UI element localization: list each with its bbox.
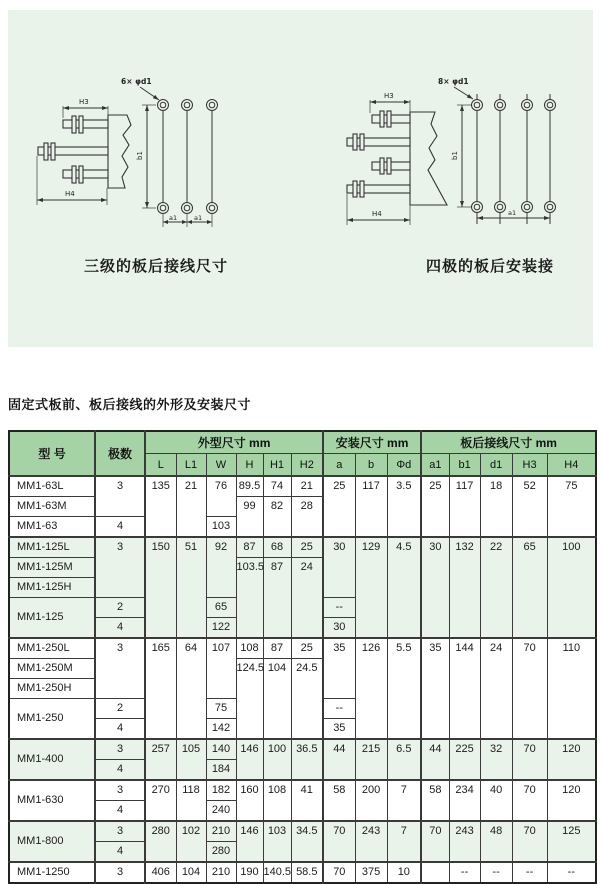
model-cell: MM1-1250 — [9, 862, 95, 883]
value-cell: 58 — [421, 780, 449, 821]
value-cell: 100 — [263, 739, 291, 780]
value-cell: 70 — [512, 821, 547, 862]
value-cell: 99 — [236, 497, 263, 538]
model-cell: MM1-630 — [9, 780, 95, 821]
value-cell: 126 — [355, 638, 387, 739]
value-cell: 30 — [421, 537, 449, 638]
value-cell: 243 — [355, 821, 387, 862]
value-cell: 184 — [206, 760, 236, 781]
value-cell: 215 — [355, 739, 387, 780]
value-cell: 120 — [547, 780, 596, 821]
value-cell: -- — [323, 699, 355, 719]
value-cell: 18 — [480, 476, 512, 537]
value-cell: 117 — [355, 476, 387, 537]
value-cell: 2 — [95, 699, 145, 719]
value-cell: 146 — [236, 821, 263, 862]
value-cell: 75 — [547, 476, 596, 537]
value-cell: 92 — [206, 537, 236, 598]
value-cell: 117 — [449, 476, 480, 537]
table-row — [9, 862, 596, 883]
model-cell: MM1-125L — [9, 537, 95, 558]
value-cell: 25 — [421, 476, 449, 537]
group-header-mounting: 安装尺寸 mm — [323, 431, 421, 454]
hole-count-label: 8× φd1 — [438, 77, 469, 86]
value-cell: 104 — [263, 659, 291, 740]
mounting-plate — [108, 115, 131, 188]
value-cell: 102 — [176, 821, 206, 862]
value-cell: -- — [512, 862, 547, 883]
table-row — [9, 476, 596, 497]
value-cell: 34.5 — [291, 821, 323, 862]
hole-count-label: 6× φd1 — [121, 77, 152, 86]
value-cell: 105 — [176, 739, 206, 780]
value-cell: 200 — [355, 780, 387, 821]
four-pole-rear-mounting-diagram — [340, 72, 575, 237]
value-cell: 120 — [547, 739, 596, 780]
value-cell: 225 — [449, 739, 480, 780]
value-cell: 125 — [547, 821, 596, 862]
value-cell: 100 — [547, 537, 596, 638]
four-pole-caption: 四极的板后安装接 — [426, 258, 555, 275]
diagram-panel — [8, 10, 593, 347]
value-cell: 118 — [176, 780, 206, 821]
value-cell: 30 — [323, 537, 355, 598]
value-cell: 58 — [323, 780, 355, 821]
value-cell: 52 — [512, 476, 547, 537]
value-cell: 70 — [323, 821, 355, 862]
dim-a1-label: a1 — [508, 209, 517, 217]
value-cell: 74 — [263, 476, 291, 497]
value-cell: 32 — [480, 739, 512, 780]
value-cell: 4 — [95, 842, 145, 863]
col-header-W: W — [206, 454, 236, 477]
value-cell: 70 — [512, 638, 547, 739]
model-cell: MM1-125 — [9, 598, 95, 639]
value-cell: 406 — [145, 862, 176, 883]
col-header-L1: L1 — [176, 454, 206, 477]
value-cell: 280 — [145, 821, 176, 862]
value-cell: 150 — [145, 537, 176, 638]
col-header-H4: H4 — [547, 454, 596, 477]
value-cell: 3 — [95, 862, 145, 883]
value-cell: 35 — [323, 638, 355, 699]
value-cell: 21 — [176, 476, 206, 537]
value-cell: 44 — [323, 739, 355, 780]
value-cell: 4 — [95, 801, 145, 822]
model-cell: MM1-125H — [9, 578, 95, 598]
value-cell: 70 — [323, 862, 355, 883]
three-pole-rear-wiring-diagram — [35, 72, 240, 232]
value-cell: 35 — [421, 638, 449, 739]
value-cell: 243 — [449, 821, 480, 862]
value-cell: 36.5 — [291, 739, 323, 780]
value-cell — [421, 862, 449, 883]
three-pole-caption: 三级的板后接线尺寸 — [84, 258, 229, 275]
value-cell: 132 — [449, 537, 480, 638]
value-cell: 142 — [206, 719, 236, 740]
value-cell: 3 — [95, 821, 145, 842]
value-cell: 44 — [421, 739, 449, 780]
value-cell: 70 — [421, 821, 449, 862]
value-cell: 51 — [176, 537, 206, 638]
value-cell: 7 — [387, 821, 421, 862]
value-cell: 124.5 — [236, 659, 263, 740]
value-cell: 48 — [480, 821, 512, 862]
value-cell: 107 — [206, 638, 236, 699]
table-row — [9, 739, 596, 760]
value-cell: 210 — [206, 821, 236, 842]
value-cell: 257 — [145, 739, 176, 780]
value-cell: 65 — [512, 537, 547, 638]
model-cell: MM1-63L — [9, 476, 95, 497]
value-cell: 40 — [480, 780, 512, 821]
value-cell: 122 — [206, 618, 236, 639]
dim-h3-label: H3 — [79, 98, 89, 106]
value-cell: 3 — [95, 780, 145, 801]
value-cell: 5.5 — [387, 638, 421, 739]
group-header-outline: 外型尺寸 mm — [145, 431, 323, 454]
value-cell: 25 — [291, 537, 323, 558]
table-row — [9, 821, 596, 842]
col-header-b: b — [355, 454, 387, 477]
value-cell: 144 — [449, 638, 480, 739]
group-header-rear: 板后接线尺寸 mm — [421, 431, 596, 454]
value-cell: 3 — [95, 476, 145, 517]
value-cell: 280 — [206, 842, 236, 863]
value-cell: 110 — [547, 638, 596, 739]
value-cell: 4 — [95, 760, 145, 781]
table-row — [9, 780, 596, 801]
value-cell: 140 — [206, 739, 236, 760]
value-cell: 24 — [291, 558, 323, 639]
value-cell: 35 — [323, 719, 355, 740]
value-cell: 64 — [176, 638, 206, 739]
value-cell: 41 — [291, 780, 323, 821]
col-header-H1: H1 — [263, 454, 291, 477]
model-cell: MM1-250M — [9, 659, 95, 679]
value-cell: 3 — [95, 739, 145, 760]
model-cell: MM1-400 — [9, 739, 95, 780]
model-cell: MM1-125M — [9, 558, 95, 578]
value-cell: 210 — [206, 862, 236, 883]
value-cell: 4 — [95, 517, 145, 538]
table-row — [9, 537, 596, 558]
dim-h4-label: H4 — [372, 210, 382, 218]
value-cell: 70 — [512, 739, 547, 780]
col-header-H: H — [236, 454, 263, 477]
value-cell: 76 — [206, 476, 236, 517]
value-cell: 270 — [145, 780, 176, 821]
col-header-a: a — [323, 454, 355, 477]
value-cell: -- — [547, 862, 596, 883]
col-header-H2: H2 — [291, 454, 323, 477]
col-header-model: 型 号 — [9, 431, 95, 476]
col-header-poles: 极数 — [95, 431, 145, 476]
spec-table-body — [9, 476, 596, 883]
value-cell: 108 — [263, 780, 291, 821]
value-cell: 182 — [206, 780, 236, 801]
value-cell: 190 — [236, 862, 263, 883]
value-cell: 146 — [236, 739, 263, 780]
value-cell: 129 — [355, 537, 387, 638]
value-cell: 30 — [323, 618, 355, 639]
value-cell: -- — [480, 862, 512, 883]
mounting-plate — [410, 112, 447, 205]
value-cell: 140.5 — [263, 862, 291, 883]
value-cell: 75 — [206, 699, 236, 719]
section-title: 固定式板前、板后接线的外形及安装尺寸 — [8, 397, 252, 412]
value-cell: 70 — [512, 780, 547, 821]
value-cell: 108 — [236, 638, 263, 659]
value-cell: 4 — [95, 719, 145, 740]
value-cell: 24 — [480, 638, 512, 739]
value-cell: 87 — [263, 558, 291, 639]
model-cell: MM1-800 — [9, 821, 95, 862]
dim-b1-label: b1 — [451, 151, 459, 160]
dim-a1-right-label: a1 — [194, 214, 203, 222]
value-cell: 10 — [387, 862, 421, 883]
value-cell: 375 — [355, 862, 387, 883]
value-cell: 3 — [95, 638, 145, 699]
value-cell: 4.5 — [387, 537, 421, 638]
value-cell: 87 — [236, 537, 263, 558]
value-cell: 103 — [263, 821, 291, 862]
value-cell: 82 — [263, 497, 291, 538]
model-cell: MM1-250H — [9, 679, 95, 699]
col-header-a1: a1 — [421, 454, 449, 477]
value-cell: 104 — [176, 862, 206, 883]
value-cell: 25 — [323, 476, 355, 537]
value-cell: 135 — [145, 476, 176, 537]
group-header-row — [9, 431, 596, 454]
dim-h3-label: H3 — [384, 92, 394, 100]
col-header-L: L — [145, 454, 176, 477]
value-cell: 68 — [263, 537, 291, 558]
value-cell: 89.5 — [236, 476, 263, 497]
value-cell: -- — [449, 862, 480, 883]
model-cell: MM1-250 — [9, 699, 95, 740]
value-cell: -- — [323, 598, 355, 618]
value-cell: 28 — [291, 497, 323, 538]
value-cell: 3 — [95, 537, 145, 598]
dim-a1-left-label: a1 — [169, 214, 178, 222]
value-cell: 58.5 — [291, 862, 323, 883]
value-cell: 3.5 — [387, 476, 421, 537]
value-cell: 21 — [291, 476, 323, 497]
value-cell: 22 — [480, 537, 512, 638]
value-cell: 165 — [145, 638, 176, 739]
value-cell: 4 — [95, 618, 145, 639]
value-cell: 6.5 — [387, 739, 421, 780]
dim-b1-label: b1 — [136, 151, 144, 160]
value-cell: 103 — [206, 517, 236, 538]
value-cell: 24.5 — [291, 659, 323, 740]
model-cell: MM1-250L — [9, 638, 95, 659]
value-cell: 234 — [449, 780, 480, 821]
col-header-b1: b1 — [449, 454, 480, 477]
dim-h4-label: H4 — [65, 190, 75, 198]
value-cell: 240 — [206, 801, 236, 822]
value-cell: 25 — [291, 638, 323, 659]
table-row — [9, 638, 596, 659]
model-cell: MM1-63 — [9, 517, 95, 538]
col-header-d1: d1 — [480, 454, 512, 477]
value-cell: 160 — [236, 780, 263, 821]
value-cell: 87 — [263, 638, 291, 659]
model-cell: MM1-63M — [9, 497, 95, 517]
value-cell: 7 — [387, 780, 421, 821]
value-cell: 65 — [206, 598, 236, 618]
value-cell: 103.5 — [236, 558, 263, 639]
value-cell: 2 — [95, 598, 145, 618]
col-header-Φd: Φd — [387, 454, 421, 477]
col-header-H3: H3 — [512, 454, 547, 477]
spec-table — [8, 430, 597, 884]
